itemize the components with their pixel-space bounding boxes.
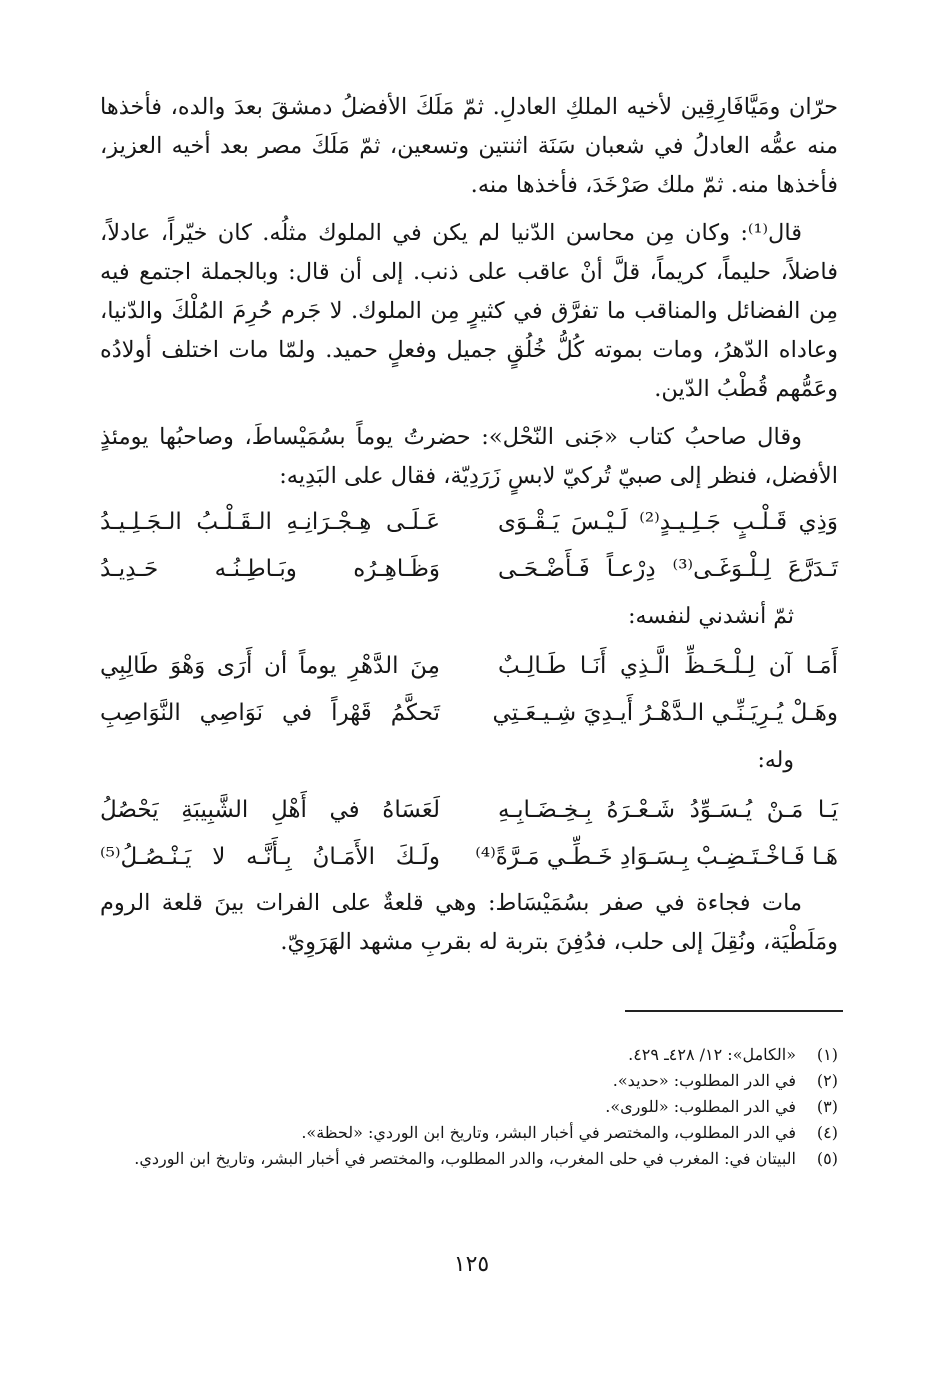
verse-second-hemistich: وَظَـاهِـرُه وبَـاطِـنُـه حَـدِيـدُ bbox=[100, 555, 440, 582]
footnote bbox=[100, 1094, 838, 1120]
verse-first-hemistich: يَـا مَـنْ يُـسَـوِّدُ شَـعْـرَهُ بِـخِـضَـابِـهِ bbox=[498, 796, 838, 823]
footnote-text: في الدر المطلوب، والمختصر في أخبار البشر، وتاريخ ابن الوردي: «لحظة». bbox=[301, 1123, 796, 1142]
page-number: ١٢٥ bbox=[453, 1252, 490, 1277]
poem-2 bbox=[100, 642, 838, 736]
footnote-number: (٥) bbox=[816, 1149, 838, 1168]
verse bbox=[100, 833, 838, 880]
verse-first-hemistich: هَـا فَـاخْـتَـضِـبْ بِـسَـوَادِ خَـطِّـي مَـرَّةً⁽⁴⁾ bbox=[475, 843, 838, 870]
poem-intro: وله: bbox=[757, 748, 794, 773]
poem-3 bbox=[100, 786, 838, 880]
verse-first-hemistich: تَـدَرَّعَ لِـلْـوَغَـى⁽³⁾ دِرْعـاً فَـأَضْـحَـى bbox=[498, 555, 839, 582]
footnote-number: (٤) bbox=[816, 1123, 838, 1142]
verse bbox=[100, 545, 838, 592]
footnote-divider bbox=[625, 1010, 843, 1012]
footnote-number: (٣) bbox=[816, 1097, 838, 1116]
footnote bbox=[100, 1042, 838, 1068]
footnotes bbox=[100, 1042, 838, 1172]
verse bbox=[100, 642, 838, 689]
verse bbox=[100, 498, 838, 545]
verse-first-hemistich: أَمَـا آن لِـلْـحَـظِّ الَّـذِي أَنَـا طَـالِـبٌ bbox=[498, 652, 838, 679]
poem-1 bbox=[100, 498, 838, 592]
main-text bbox=[100, 88, 838, 962]
paragraph-3: وقال صاحبُ كتاب «جَنى النّحْل»: حضرتُ يوماً بسُمَيْساطَ، وصاحبُها يومئذٍ الأفضل، فنظر إلى صبيّ تُركيّ لابسٍ زَرَدِيّة، فقال على البَدِيه: bbox=[100, 424, 838, 489]
footnote-number: (٢) bbox=[816, 1071, 838, 1090]
footnote-text: في الدر المطلوب: «للورى». bbox=[605, 1097, 796, 1116]
footnote bbox=[100, 1068, 838, 1094]
verse bbox=[100, 689, 838, 736]
verse-second-hemistich: عَـلَـى هِـجْـرَانِـهِ الـقَـلْـبُ الـجَـلِـيـدُ bbox=[100, 508, 440, 535]
footnote bbox=[100, 1146, 838, 1172]
footnote-number: (١) bbox=[816, 1045, 838, 1064]
verse-second-hemistich: تَحكَّمُ قَهْراً في نَوَاصِي النَّوَاصِبِ bbox=[100, 699, 440, 726]
verse-first-hemistich: وَذِي قَـلْـبٍ جَـلِـيـدٍ⁽²⁾ لَـيْـسَ يَـقْـوَى bbox=[498, 508, 839, 535]
footnote-text: البيتان في: المغرب في حلى المغرب، والدر المطلوب، والمختصر في أخبار البشر، وتاريخ ابن الوردي. bbox=[134, 1149, 796, 1168]
verse-first-hemistich: وهَـلْ يُـرِيَـنِّـي الـدَّهْـرُ أَيـدِيَ شِـيـعَـتِي bbox=[492, 699, 838, 726]
poem-intro: ثمّ أنشدني لنفسه: bbox=[628, 604, 794, 629]
verse-second-hemistich: لَعَسَاهُ في أَهْلِ الشَّبِيبَةِ يَحْصُلُ bbox=[100, 796, 440, 823]
verse bbox=[100, 786, 838, 833]
paragraph-2: قال⁽¹⁾: وكان مِن محاسن الدّنيا لم يكن في الملوك مثلُه. كان خيّراً، عادلاً، فاضلاً، حليماً، كريماً، قلَّ أنْ عاقب على ذنب. إلى أن قال: وبالجملة اجتمع فيه مِن الفضائل والمناقب ما تفرَّق في كثيرٍ مِن الملوك. لا جَرم حُرِمَ المُلْكَ والدّنيا، وعاداه الدّهرُ، ومات بموته كُلُّ خُلُقٍ جميل وفعلٍ حميد. ولمّا مات اختلف أولادُه وعَمُّهم قُطْبُ الدّين. bbox=[100, 220, 838, 402]
footnote-text: «الكامل»: ١٢/ ٤٢٨ـ ٤٢٩. bbox=[628, 1045, 796, 1064]
verse-second-hemistich: مِنَ الدَّهْرِ يوماً أن أَرَى وَهْوَ طَالِبِي bbox=[100, 652, 440, 679]
closing-paragraph: مات فجاءة في صفر بسُمَيْسَاط: وهي قلعةٌ على الفرات بينَ قلعة الروم ومَلَطْيَة، ونُقِلَ إلى حلب، فدُفِنَ بتربة له بقربِ مشهد الهَرَوِيّ. bbox=[100, 890, 838, 955]
verse-second-hemistich: ولَـكَ الأَمَـانُ بِـأَنَّـه لا يَـنْـصُـلُ⁽⁵⁾ bbox=[100, 843, 440, 870]
footnote bbox=[100, 1120, 838, 1146]
footnote-text: في الدر المطلوب: «حديد». bbox=[612, 1071, 796, 1090]
paragraph-1: حرّان ومَيَّافَارِقِين لأخيه الملكِ العادلِ. ثمّ مَلَكَ الأفضلُ دمشقَ بعدَ والده، فأخذها منه عمُّه العادلُ في شعبان سَنَة اثنتين وتسعين، ثمّ مَلَكَ مصر بعد أخيه العزيز، فأخذها منه. ثمّ ملك صَرْخَدَ، فأخذها منه. bbox=[100, 94, 838, 198]
